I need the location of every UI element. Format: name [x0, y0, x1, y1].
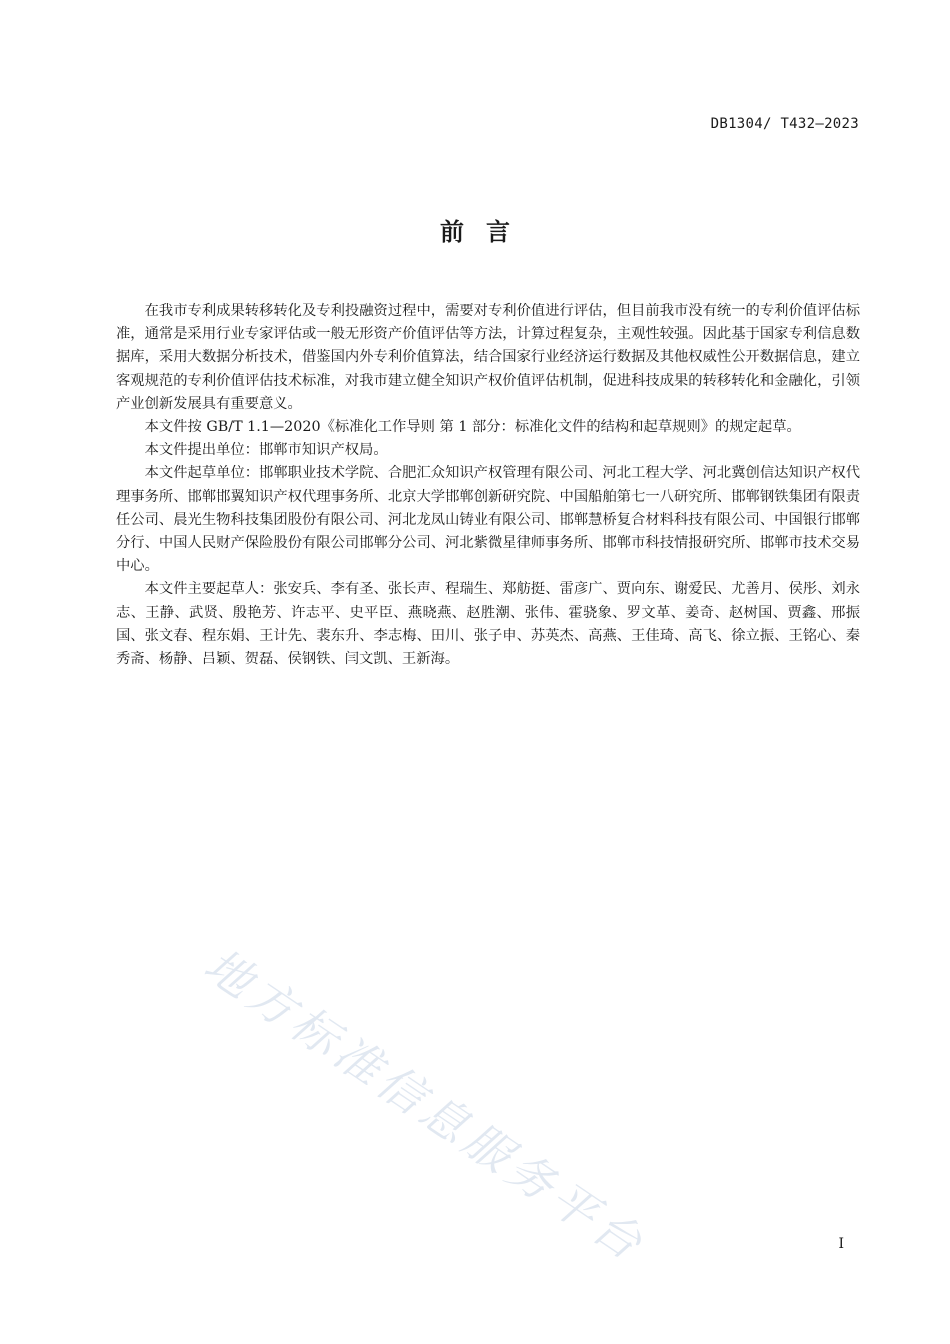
- paragraph-background: 在我市专利成果转移转化及专利投融资过程中，需要对专利价值进行评估，但目前我市没有统一的专利价值评估标准，通常是采用行业专家评估或一般无形资产价值评估等方法，计算过程复杂，主观性较强。因此基于国家专利信息数据库，采用大数据分析技术，借鉴国内外专利价值算法，结合国家行业经济运行数据及其他权威性公开数据信息，建立客观规范的专利价值评估技术标准，对我市建立健全知识产权价值评估机制，促进科技成果的转移转化和金融化，引领产业创新发展具有重要意义。: [116, 303, 860, 412]
- paragraph-drafters: 本文件主要起草人：张安兵、李有圣、张长声、程瑞生、郑舫挺、雷彦广、贾向东、谢爱民、尤善月、侯彤、刘永志、王静、武贤、殷艳芳、许志平、史平臣、燕晓燕、赵胜潮、张伟、霍骁象、罗文革、姜奇、赵树国、贾鑫、邢振国、张文春、程东娟、王计先、裴东升、李志梅、田川、张子申、苏英杰、高燕、王佳琦、高飞、徐立振、王铭心、秦秀斋、杨静、吕颖、贺磊、侯钢铁、闫文凯、王新海。: [116, 581, 860, 668]
- document-code: DB1304/ T432—2023: [710, 116, 859, 132]
- paragraph-drafting-units: 本文件起草单位：邯郸职业技术学院、合肥汇众知识产权管理有限公司、河北工程大学、河北冀创信达知识产权代理事务所、邯郸邯翼知识产权代理事务所、北京大学邯郸创新研究院、中国船舶第七一八研究所、邯郸钢铁集团有限责任公司、晨光生物科技集团股份有限公司、河北龙凤山铸业有限公司、邯郸慧桥复合材料科技有限公司、中国银行邯郸分行、中国人民财产保险股份有限公司邯郸分公司、河北紫微星律师事务所、邯郸市科技情报研究所、邯郸市技术交易中心。: [116, 465, 860, 575]
- paragraph-drafting-rules: 本文件按 GB/T 1.1—2020《标准化工作导则 第 1 部分：标准化文件的结构和起草规则》的规定起草。: [144, 419, 801, 436]
- watermark: 地方标准信息服务平台: [194, 937, 657, 1274]
- page-number: I: [838, 1236, 844, 1252]
- paragraph-proposer: 本文件提出单位：邯郸市知识产权局。: [144, 442, 388, 459]
- foreword-body: [116, 300, 860, 671]
- page-title: 前言: [440, 218, 532, 246]
